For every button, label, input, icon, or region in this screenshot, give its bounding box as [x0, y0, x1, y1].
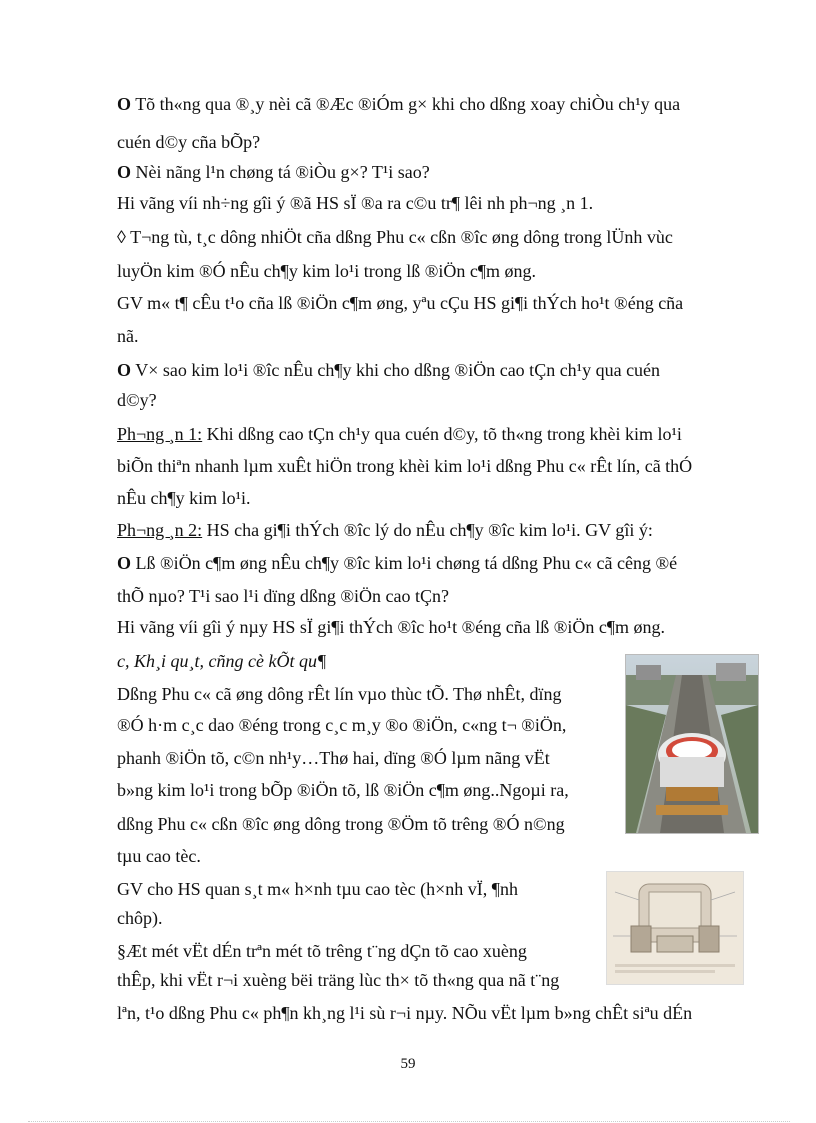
text-line: [117, 455, 739, 477]
line-text: Dßng Phu c« cã øng dông rÊt lín vµo thùc tÕ. Thø nhÊt, dïng: [117, 684, 562, 704]
line-text: d©y?: [117, 390, 157, 410]
line-text: phanh ®iÖn tõ, c©n nh¹y…Thø hai, dïng ®Ó lµm nãng vËt: [117, 748, 550, 768]
diagram-illustration: [607, 872, 743, 984]
line-text: ◊ T¬ng tù, t¸c dông nhiÖt cña dßng Phu c« cßn ®îc øng dông trong lÜnh vùc: [117, 227, 673, 247]
text-line: [117, 845, 597, 867]
line-text: thÊp, khi vËt r¬i xuèng bëi träng lùc th× tõ th«ng qua nã t¨ng: [117, 970, 560, 990]
line-text: Hi vãng víi gîi ý nµy HS sÏ gi¶i thÝch ®îc ho¹t ®éng cña lß ®iÖn c¶m øng.: [117, 617, 666, 637]
question-marker: O: [117, 162, 132, 182]
line-text: Hi vãng víi nh÷ng gîi ý ®ã HS sÏ ®a ra c©u tr¶ lêi nh ph¬ng ¸n 1.: [117, 193, 594, 213]
text-line: [117, 192, 739, 214]
text-line: [117, 683, 597, 705]
line-text: b»ng kim lo¹i trong bÕp ®iÖn tõ, lß ®iÖn c¶m øng..Ngoµi ra,: [117, 780, 569, 800]
text-line: [117, 519, 739, 541]
page-number: 59: [400, 1056, 416, 1072]
line-text: thÕ nµo? T¹i sao l¹i dïng dßng ®iÖn cao tÇn?: [117, 586, 449, 606]
text-line: [117, 940, 597, 962]
line-text: nÊu ch¶y kim lo¹i.: [117, 488, 251, 508]
text-line: [117, 93, 739, 115]
option-label: Ph¬ng ¸n 1:: [117, 424, 203, 444]
text-line: [117, 260, 739, 282]
question-marker: O: [117, 94, 132, 114]
maglev-train-photo: [625, 654, 759, 834]
line-text: §Æt mét vËt dÉn trªn mét tõ trêng t¨ng dÇn tõ cao xuèng: [117, 941, 527, 961]
maglev-cross-section-diagram: [606, 871, 744, 985]
text-line: [117, 616, 739, 638]
text-line: [117, 813, 597, 835]
line-text: Nèi nãng l¹n chøng tá ®iÒu g×? T¹i sao?: [131, 162, 430, 182]
text-line: [117, 907, 597, 929]
line-text: Lß ®iÖn c¶m øng nÊu ch¶y ®îc kim lo¹i chøng tá dßng Phu c« cã cêng ®é: [131, 553, 678, 573]
bottom-dotted-rule: [28, 1121, 790, 1122]
line-text: biÕn thiªn nhanh lµm xuÊt hiÖn trong khèi kim lo¹i dßng Phu c« rÊt lín, cã thÓ: [117, 456, 693, 476]
text-line: [117, 714, 597, 736]
text-line: [117, 878, 597, 900]
text-line: [117, 779, 597, 801]
text-line: [117, 359, 739, 381]
text-line: [117, 161, 739, 183]
line-text: lªn, t¹o dßng Phu c« ph¶n kh¸ng l¹i sù r¬i nµy. NÕu vËt lµm b»ng chÊt siªu dÉn: [117, 1003, 693, 1023]
text-line: [117, 292, 739, 314]
text-line: [117, 131, 739, 153]
line-text: ®Ó h·m c¸c dao ®éng trong c¸c m¸y ®o ®iÖn, c«ng t¬ ®iÖn,: [117, 715, 567, 735]
line-text: GV cho HS quan s¸t m« h×nh tµu cao tèc (h×nh vÏ, ¶nh: [117, 879, 518, 899]
text-line: [117, 325, 739, 347]
question-marker: O: [117, 360, 132, 380]
line-text: GV m« t¶ cÊu t¹o cña lß ®iÖn c¶m øng, yªu cÇu HS gi¶i thÝch ho¹t ®éng cña: [117, 293, 684, 313]
text-line: [117, 226, 739, 248]
text-line: [117, 747, 597, 769]
line-text: luyÖn kim ®Ó nÊu ch¶y kim lo¹i trong lß ®iÖn c¶m øng.: [117, 261, 537, 281]
line-text: Khi dßng cao tÇn ch¹y qua cuén d©y, tõ th«ng trong khèi kim lo¹i: [202, 424, 682, 444]
line-text: nã.: [117, 326, 139, 346]
line-text: c, Kh¸i qu¸t, cñng cè kÕt qu¶: [117, 651, 327, 671]
option-label: Ph¬ng ¸n 2:: [117, 520, 203, 540]
line-text: HS cha gi¶i thÝch ®îc lý do nÊu ch¶y ®îc kim lo¹i. GV gîi ý:: [202, 520, 653, 540]
text-line: [117, 969, 597, 991]
line-text: cuén d©y cña bÕp?: [117, 132, 261, 152]
line-text: Tõ th«ng qua ®¸y nèi cã ®Æc ®iÓm g× khi cho dßng xoay chiÒu ch¹y qua: [131, 94, 681, 114]
text-line: [117, 1002, 739, 1024]
train-photo-illustration: [626, 655, 758, 833]
text-line: [117, 423, 739, 445]
line-text: chôp).: [117, 908, 163, 928]
question-marker: O: [117, 553, 132, 573]
text-line: [117, 487, 739, 509]
text-line: [117, 389, 739, 411]
line-text: dßng Phu c« cßn ®îc øng dông trong ®Öm tõ trêng ®Ó n©ng: [117, 814, 565, 834]
text-line: [117, 585, 739, 607]
line-text: V× sao kim lo¹i ®îc nÊu ch¶y khi cho dßng ®iÖn cao tÇn ch¹y qua cuén: [131, 360, 661, 380]
text-line: [117, 552, 739, 574]
line-text: tµu cao tèc.: [117, 846, 201, 866]
